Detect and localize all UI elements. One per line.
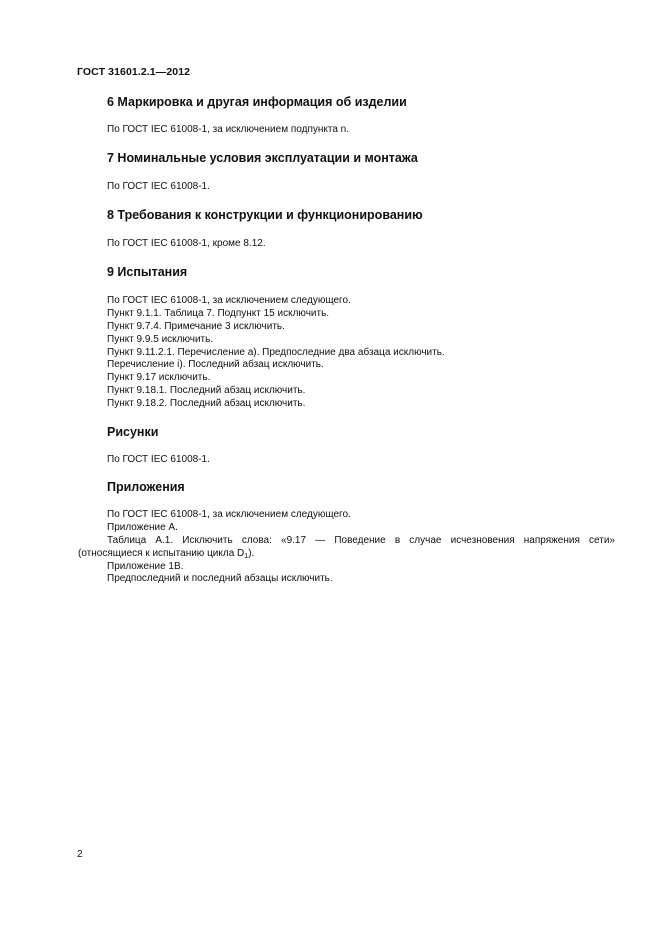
paragraph: Перечисление i). Последний абзац исключить.: [107, 359, 324, 371]
section-body: [78, 295, 615, 410]
paragraph: По ГОСТ IEC 61008-1, кроме 8.12.: [107, 237, 266, 249]
document-body: [78, 93, 615, 586]
paragraph: Приложение 1В.: [107, 560, 184, 572]
paragraph-line: [78, 548, 615, 561]
paragraph-text: ).: [248, 547, 255, 559]
page-number: 2: [77, 849, 83, 860]
paragraph-text: (относящиеся к испытанию цикла D: [78, 547, 245, 559]
paragraph: Пункт 9.11.2.1. Перечисление а). Предпоследние два абзаца исключить.: [107, 346, 445, 358]
section-tests: [78, 264, 615, 410]
section-body: [78, 238, 615, 251]
paragraph: По ГОСТ IEC 61008-1, за исключением следующего.: [107, 295, 351, 307]
paragraph: По ГОСТ IEC 61008-1, за исключением следующего.: [107, 509, 351, 521]
paragraph: По ГОСТ IEC 61008-1.: [107, 180, 210, 192]
section-marking: [78, 94, 615, 137]
paragraph: Пункт 9.1.1. Таблица 7. Подпункт 15 исключить.: [107, 308, 330, 320]
section-figures: [78, 424, 615, 467]
paragraph: Пункт 9.18.2. Последний абзац исключить.: [107, 397, 306, 409]
document-header: ГОСТ 31601.2.1—2012: [77, 66, 191, 78]
section-body: [78, 181, 615, 194]
paragraph: По ГОСТ IEC 61008-1.: [107, 453, 210, 465]
section-body: [78, 124, 615, 137]
section-title: Рисунки: [107, 424, 159, 439]
section-title: 9 Испытания: [107, 265, 188, 280]
justified-paragraph: [78, 535, 615, 561]
paragraph: Пункт 9.17 исключить.: [107, 372, 211, 384]
paragraph-line: Таблица А.1. Исключить слова: «9.17 — Поведение в случае исчезновения напряжения сети»: [107, 534, 615, 546]
section-body: [78, 509, 615, 586]
subscript: 1: [244, 552, 249, 560]
paragraph: Пункт 9.9.5 исключить.: [107, 333, 214, 345]
section-appendices: [78, 479, 615, 586]
section-title: Приложения: [107, 480, 185, 495]
section-title: 8 Требования к конструкции и функционированию: [107, 207, 423, 222]
paragraph: Пункт 9.7.4. Примечание 3 исключить.: [107, 320, 285, 332]
section-construction-requirements: [78, 207, 615, 251]
paragraph: По ГОСТ IEC 61008-1, за исключением подпункта n.: [107, 124, 350, 135]
paragraph: Пункт 9.18.1. Последний абзац исключить.: [107, 384, 306, 396]
section-operating-conditions: [78, 150, 615, 194]
paragraph: Приложение А.: [107, 522, 178, 534]
section-title: 6 Маркировка и другая информация об изделии: [107, 95, 407, 109]
section-title: 7 Номинальные условия эксплуатации и монтажа: [107, 150, 418, 165]
paragraph: Предпоследний и последний абзацы исключить.: [107, 573, 333, 585]
section-body: [78, 454, 615, 467]
